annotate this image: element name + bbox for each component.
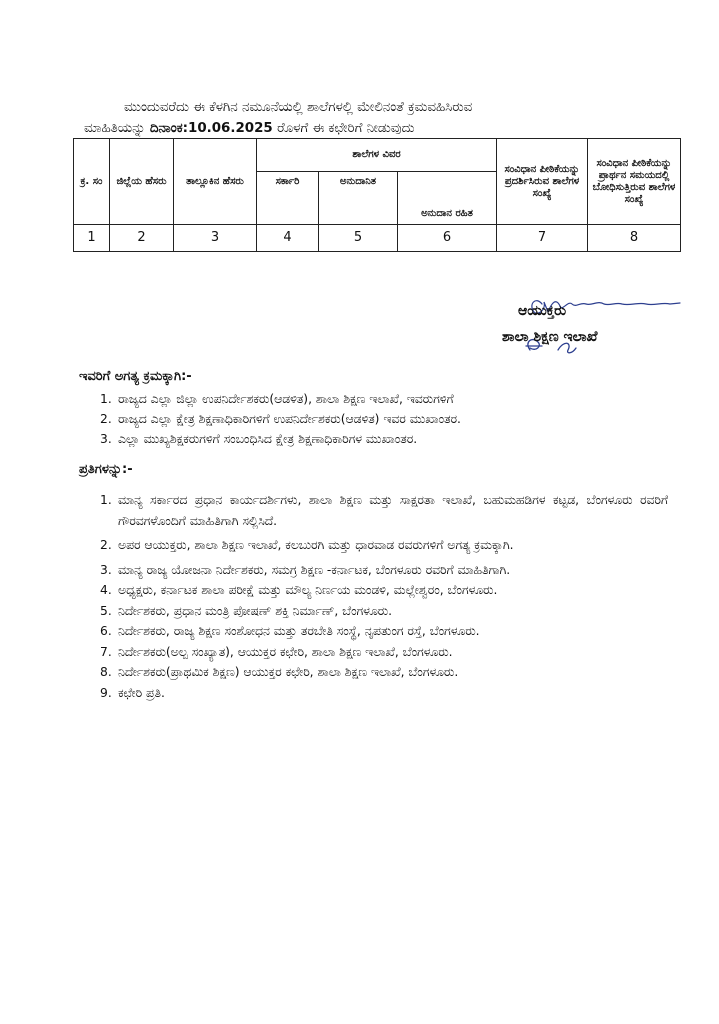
action-heading: ಇವರಿಗೆ ಅಗತ್ಯ ಕ್ರಮಕ್ಕಾಗಿ:- [79,369,192,384]
list-item: 5. ನಿರ್ದೇಶಕರು, ಪ್ರಧಾನ ಮಂತ್ರಿ ಪೋಷಣ್ ಶಕ್ತಿ ನಿರ್ಮಾಣ್, ಬೆಂಗಳೂರು. [100,603,393,618]
intro-text-pre: ಮಾಹಿತಿಯನ್ನು [84,121,150,136]
header-taluk: ತಾಲ್ಲೂಕಿನ ಹೆಸರು [174,139,257,225]
header-govt: ಸರ್ಕಾರಿ [257,172,319,225]
list-item: 9. ಕಛೇರಿ ಪ್ರತಿ. [100,685,165,700]
signatory-title: ಆಯುಕ್ತರು [518,303,567,319]
header-district: ಜಿಲ್ಲೆಯ ಹೆಸರು [110,139,174,225]
table-cell: 5 [319,225,398,252]
list-item: 3. ಎಲ್ಲಾ ಮುಖ್ಯಶಿಕ್ಷಕರುಗಳಿಗೆ ಸಂಬಂಧಿಸಿದ ಕ್ಷೇತ್ರ ಶಿಕ್ಷಣಾಧಿಕಾರಿಗಳ ಮುಖಾಂತರ. [100,432,418,446]
list-item: 2. ಅಪರ ಆಯುಕ್ತರು, ಶಾಲಾ ಶಿಕ್ಷಣ ಇಲಾಖೆ, ಕಲಬುರಗಿ ಮತ್ತು ಧಾರವಾಡ ರವರುಗಳಿಗೆ ಅಗತ್ಯ ಕ್ರಮಕ್ಕಾಗಿ. [100,538,514,552]
intro-line-2 [84,118,672,139]
header-unaided: ಅನುದಾನ ರಹಿತ [398,172,497,225]
list-item: 4. ಅಧ್ಯಕ್ಷರು, ಕರ್ನಾಟಕ ಶಾಲಾ ಪರೀಕ್ಷೆ ಮತ್ತು ಮೌಲ್ಯ ನಿರ್ಣಯ ಮಂಡಳಿ, ಮಲ್ಲೇಶ್ವರಂ, ಬೆಂಗಳೂರು. [100,583,498,597]
list-item: 3. ಮಾನ್ಯ ರಾಜ್ಯ ಯೋಜನಾ ನಿರ್ದೇಶಕರು, ಸಮಗ್ರ ಶಿಕ್ಷಣ -ಕರ್ನಾಟಕ, ಬೆಂಗಳೂರು ರವರಿಗೆ ಮಾಹಿತಿಗಾಗಿ. [100,562,511,577]
table-cell: 6 [398,225,497,252]
action-list [100,389,461,449]
intro-text-post: ರೊಳಗೆ ಈ ಕಛೇರಿಗೆ ನೀಡುವುದು [272,121,415,136]
list-item: 6. ನಿರ್ದೇಶಕರು, ರಾಜ್ಯ ಶಿಕ್ಷಣ ಸಂಶೋಧನ ಮತ್ತು ತರಬೇತಿ ಸಂಸ್ಥೆ, ನೃಪತುಂಗ ರಸ್ತೆ, ಬೆಂಗಳೂರು. [100,624,480,638]
header-preamble-displayed: ಸಂವಿಧಾನ ಪೀಠಿಕೆಯನ್ನು ಪ್ರದರ್ಶಿಸಿರುವ ಶಾಲೆಗಳ ಸಂಖ್ಯೆ [497,139,588,225]
list-item: 1. ಮಾನ್ಯ ಸರ್ಕಾರದ ಪ್ರಧಾನ ಕಾರ್ಯದರ್ಶಿಗಳು, ಶಾಲಾ ಶಿಕ್ಷಣ ಮತ್ತು ಸಾಕ್ಷರತಾ ಇಲಾಖೆ, ಬಹುಮಹಡಿಗಳ ಕಟ್ಟಡ, ಬೆಂಗಳೂರು ರವರಿಗೆ ಗೌರವಗಳೊಂದಿಗೆ ಮಾಹಿತಿಗಾಗಿ ಸಲ್ಲಿಸಿದೆ. [100,493,668,528]
intro-paragraph [84,97,672,139]
list-item: 8. ನಿರ್ದೇಶಕರು(ಪ್ರಾಥಮಿಕ ಶಿಕ್ಷಣ) ಆಯುಕ್ತರ ಕಛೇರಿ, ಶಾಲಾ ಶಿಕ್ಷಣ ಇಲಾಖೆ, ಬೆಂಗಳೂರು. [100,665,459,679]
table-cell: 3 [174,225,257,252]
table-cell: 4 [257,225,319,252]
table-cell: 2 [110,225,174,252]
table-header-row [74,139,681,172]
header-aided: ಅನುದಾನಿತ [319,172,398,225]
list-item: 7. ನಿರ್ದೇಶಕರು(ಅಲ್ಪ ಸಂಖ್ಯಾತ), ಆಯುಕ್ತರ ಕಛೇರಿ, ಶಾಲಾ ಶಿಕ್ಷಣ ಇಲಾಖೆ, ಬೆಂಗಳೂರು. [100,644,453,659]
list-item: 1. ರಾಜ್ಯದ ಎಲ್ಲಾ ಜಿಲ್ಲಾ ಉಪನಿರ್ದೇಶಕರು(ಆಡಳಿತ), ಶಾಲಾ ಶಿಕ್ಷಣ ಇಲಾಖೆ, ಇವರುಗಳಿಗೆ [100,392,454,406]
list-item: 2. ರಾಜ್ಯದ ಎಲ್ಲಾ ಕ್ಷೇತ್ರ ಶಿಕ್ಷಣಾಧಿಕಾರಿಗಳಿಗೆ ಉಪನಿರ್ದೇಶಕರು(ಆಡಳಿತ) ಇವರ ಮುಖಾಂತರ. [100,412,461,426]
signatory-department: ಶಾಲಾ ಶಿಕ್ಷಣ ಇಲಾಖೆ [502,329,598,345]
table-cell: 1 [74,225,110,252]
copies-heading: ಪ್ರತಿಗಳನ್ನು:- [79,462,133,477]
table-cell: 7 [497,225,588,252]
copies-list [100,490,668,703]
deadline-date: ದಿನಾಂಕ:10.06.2025 [149,121,273,136]
header-preamble-prayer: ಸಂವಿಧಾನ ಪೀಠಿಕೆಯನ್ನು ಪ್ರಾರ್ಥನ ಸಮಯದಲ್ಲಿ ಬೋಧಿಸುತ್ತಿರುವ ಶಾಲೆಗಳ ಸಂಖ್ಯೆ [588,139,681,225]
intro-line-1: ಮುಂದುವರೆದು ಈ ಕೆಳಗಿನ ನಮೂನೆಯಲ್ಲಿ ಶಾಲೆಗಳಲ್ಲಿ ಮೇಲಿನಂತೆ ಕ್ರಮವಹಿಸಿರುವ [124,100,473,115]
handwritten-signature [520,290,690,362]
table-number-row [74,225,681,252]
school-details-table [73,138,681,252]
table-cell: 8 [588,225,681,252]
header-sl-no: ಕ್ರ. ಸಂ [74,139,110,225]
header-school-details: ಶಾಲೆಗಳ ವಿವರ [257,139,497,172]
